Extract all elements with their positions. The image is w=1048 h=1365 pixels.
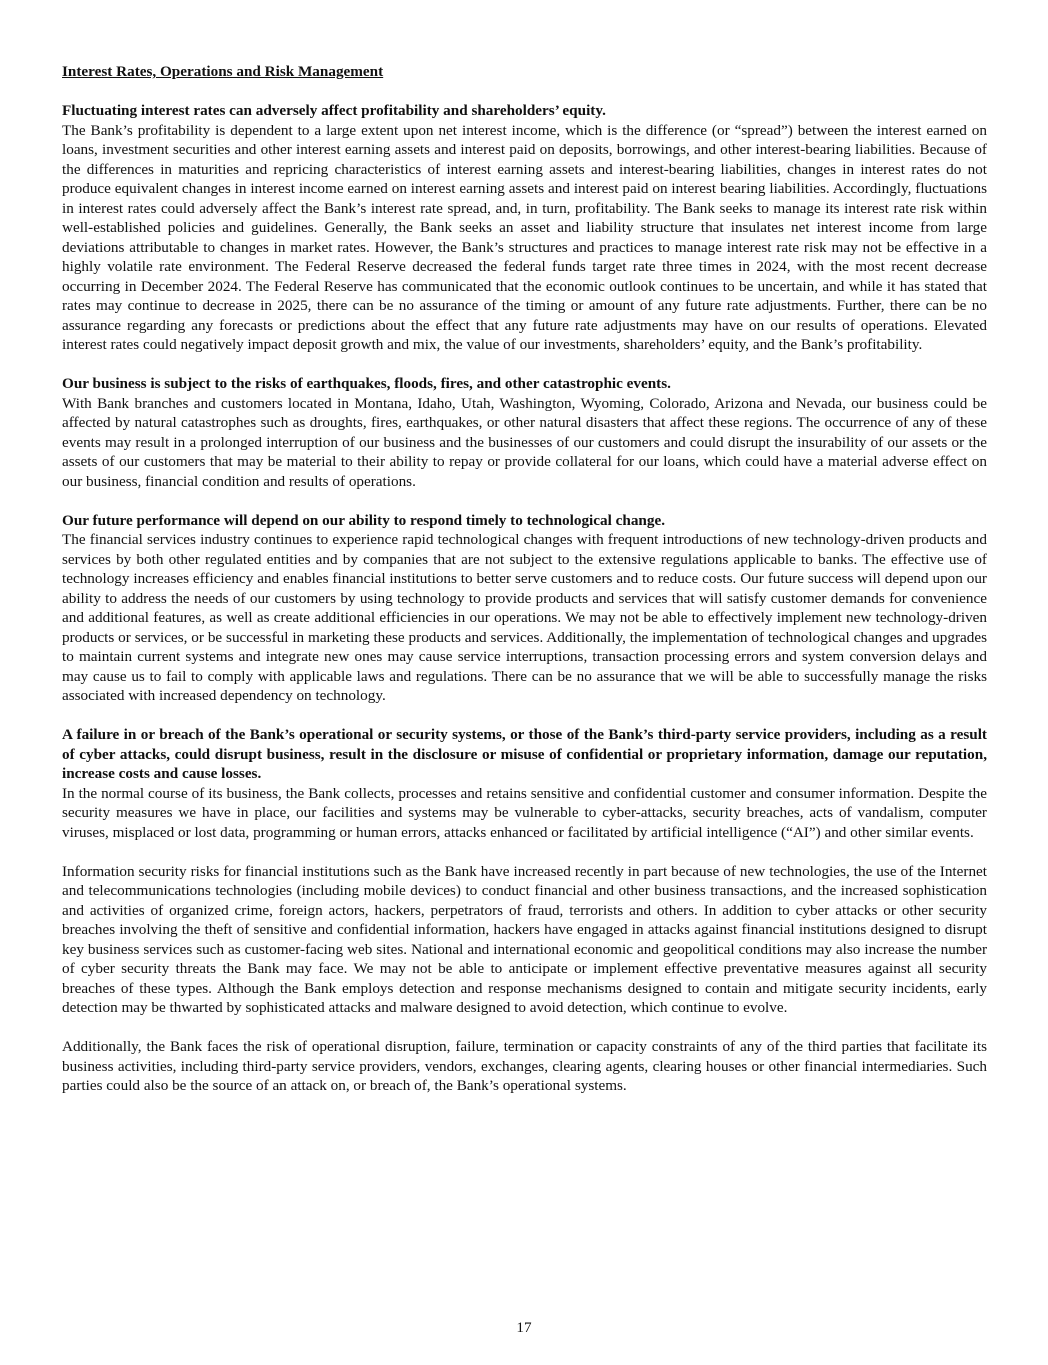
section-title: Interest Rates, Operations and Risk Management [62,63,384,80]
risk-heading: A failure in or breach of the Bank’s operational or security systems, or those of the Bank’s third-party service providers, including as a result of cyber attacks, could disrupt business, result in the disclosure or misuse of confidential or proprietary information, damage our reputation, increase costs and cause losses. [62,726,987,782]
risk-heading: Our business is subject to the risks of earthquakes, floods, fires, and other catastrophic events. [62,375,671,392]
page-number: 17 [516,1319,532,1336]
risk-factor-interest-rates [62,101,987,355]
risk-paragraph: Information security risks for financial institutions such as the Bank have increased recently in part because of new technologies, the use of the Internet and telecommunications technologies (including mobile devices) to conduct financial and other business transactions, and the increased sophistication and activities of organized crime, foreign actors, hackers, perpetrators of fraud, terrorists and others. In addition to cyber attacks or other security breaches involving the theft of sensitive and confidential information, hackers have engaged in attacks against financial institutions designed to disrupt key business services such as customer-facing web sites. National and international economic and geopolitical conditions may also increase the number of cyber security threats the Bank may face. We may not be able to anticipate or implement effective preventative measures against all security breaches of these types. Although the Bank employs detection and response mechanisms designed to contain and mitigate security incidents, early detection may be thwarted by sophisticated attacks and malware designed to avoid detection, which continue to evolve. [62,862,987,1016]
risk-factor-catastrophic-events [62,374,987,491]
risk-paragraph: Additionally, the Bank faces the risk of operational disruption, failure, termination or capacity constraints of any of the third parties that facilitate its business activities, including third-party service providers, vendors, exchanges, clearing agents, clearing houses or other financial intermediaries. Such parties could also be the source of an attack on, or breach of, the Bank’s operational systems. [62,1038,987,1094]
risk-paragraph: In the normal course of its business, the Bank collects, processes and retains sensitive and confidential customer and consumer information. Despite the security measures we have in place, our facilities and systems may be vulnerable to cyber-attacks, security breaches, acts of vandalism, computer viruses, misplaced or lost data, programming or human errors, attacks enhanced or facilitated by artificial intelligence (“AI”) and other similar events. [62,784,987,841]
risk-paragraph: The Bank’s profitability is dependent to a large extent upon net interest income, which is the difference (or “spread”) between the interest earned on loans, investment securities and other interest earning assets and interest paid on deposits, borrowings, and other interest-bearing liabilities. Because of the differences in maturities and repricing characteristics of interest earning assets and interest-bearing liabilities, changes in interest rates do not produce equivalent changes in interest income earned on interest earning assets and interest paid on interest bearing liabilities. Accordingly, fluctuations in interest rates could adversely affect the Bank’s interest rate spread, and, in turn, profitability. The Bank seeks to manage its interest rate risk within well-established policies and guidelines. Generally, the Bank seeks an asset and liability structure that insulates net interest income from large deviations attributable to changes in market rates. However, the Bank’s structures and practices to manage interest rate risk may not be effective in a highly volatile rate environment. The Federal Reserve decreased the federal funds target rate three times in 2024, with the most recent decrease occurring in December 2024. The Federal Reserve has communicated that the economic outlook continues to be uncertain, and while it has stated that rates may continue to decrease in 2025, there can be no assurance of the timing or amount of any future rate adjustments. Further, there can be no assurance regarding any forecasts or predictions about the effect that any future rate adjustments may have on our results of operations. Elevated interest rates could negatively impact deposit growth and mix, the value of our investments, shareholders’ equity, and the Bank’s profitability. [62,121,987,353]
risk-paragraph: With Bank branches and customers located in Montana, Idaho, Utah, Washington, Wyoming, Colorado, Arizona and Nevada, our business could be affected by natural catastrophes such as droughts, fires, earthquakes, or other natural disasters that affect these regions. The occurrence of any of these events may result in a prolonged interruption of our business and the businesses of our customers and could disrupt the insurability of our assets or the assets of our customers that may be material to their ability to repay or provide collateral for our loans, which could have a material adverse effect on our business, financial condition and results of operations. [62,394,987,490]
document-page [62,62,987,1115]
risk-factor-technological-change [62,511,987,706]
risk-heading: Fluctuating interest rates can adversely affect profitability and shareholders’ equity. [62,102,606,119]
risk-paragraph: The financial services industry continues to experience rapid technological changes with frequent introductions of new technology-driven products and services by both other regulated entities and by companies that are not subject to the extensive regulations applicable to banks. The effective use of technology increases efficiency and enables financial institutions to better serve customers and to reduce costs. Our future success will depend upon our ability to address the needs of our customers by using technology to provide products and services that will satisfy customer demands for convenience and additional features, as well as create additional efficiencies in our operations. We may not be able to effectively implement new technology-driven products or services, or be successful in marketing these products and services. Additionally, the implementation of technological changes and upgrades to maintain current systems and integrate new ones may cause service interruptions, transaction processing errors and system conversion delays and may cause us to fail to comply with applicable laws and regulations. There can be no assurance that we will be able to successfully manage the risks associated with increased dependency on technology. [62,531,987,704]
risk-heading: Our future performance will depend on our ability to respond timely to technological change. [62,511,665,529]
risk-factor-security-systems [62,725,987,1096]
